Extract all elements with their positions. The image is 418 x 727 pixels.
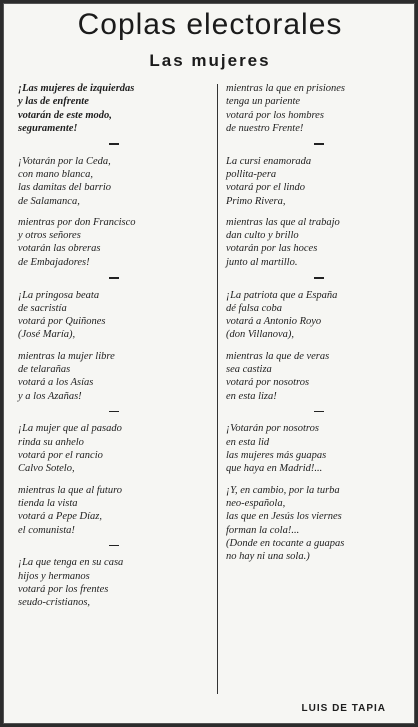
stanza-separator	[314, 277, 324, 279]
poem-line: de telarañas	[18, 364, 71, 376]
poem-line: votará por el lindo	[226, 182, 306, 194]
poem-line: que haya en Madrid!...	[226, 463, 323, 475]
poem-line: ¡La patriota que a España	[226, 289, 338, 301]
poem-title: Coplas electorales	[77, 8, 343, 41]
poem-line: mientras la que de veras	[226, 350, 330, 362]
poem-stanza	[18, 556, 210, 609]
poem-stanza	[18, 422, 210, 475]
poem-line: ¡La que tenga en su casa	[18, 557, 124, 569]
poem-line: ¡Las mujeres de izquierdas	[18, 83, 135, 94]
stanza-separator	[109, 143, 119, 145]
poem-line: La cursi enamorada	[226, 155, 312, 167]
poem-line: mientras la que en prisiones	[226, 83, 345, 94]
poem-line: en esta liza!	[226, 390, 277, 402]
poem-line: dé falsa coba	[226, 302, 282, 314]
poem-line: las que en Jesús los viernes	[226, 511, 342, 523]
poem-line: ¡La pringosa beata	[18, 289, 100, 301]
poem-line: Calvo Sotelo,	[18, 463, 75, 475]
poem-line: en esta lid	[226, 436, 270, 448]
poem-line: y a los Azañas!	[18, 390, 82, 402]
poem-line: (José María),	[18, 329, 76, 341]
poem-line: votará por los frentes	[18, 583, 109, 595]
column-divider	[217, 84, 218, 694]
poem-line: votará a Antonio Royo	[226, 316, 322, 328]
poem-line: sea castiza	[226, 364, 272, 376]
poem-line: forman la cola!...	[226, 524, 300, 536]
poem-line: seudo-cristianos,	[18, 597, 91, 609]
poem-line: tienda la vista	[18, 497, 78, 509]
poem-line: hijos y hermanos	[18, 570, 90, 582]
poem-line: neo-española,	[226, 497, 286, 509]
poem-line: ¡Y, en cambio, por la turba	[226, 484, 340, 496]
poem-line: no hay ni una sola.)	[226, 551, 310, 563]
poem-line: rinda su anhelo	[18, 436, 84, 448]
poem-line: de Salamanca,	[18, 195, 80, 207]
poem-line: ¡La mujer que al pasado	[18, 423, 122, 435]
poem-stanza	[226, 155, 412, 208]
poem-line: de Embajadores!	[18, 256, 90, 268]
poem-stanza	[226, 484, 412, 564]
newspaper-clipping	[3, 3, 415, 724]
poem-line: con mano blanca,	[18, 168, 93, 180]
poem-line: ¡Votarán por nosotros	[226, 423, 319, 435]
poem-line: mientras la que al futuro	[18, 484, 123, 496]
poem-stanza	[226, 350, 412, 403]
stanza-separator	[314, 411, 324, 413]
poem-line: de sacristía	[18, 302, 67, 314]
poem-line: de nuestro Frente!	[226, 122, 304, 134]
poem-line: votará por Quiñones	[18, 316, 106, 328]
poem-stanza	[226, 216, 412, 269]
poem-stanza	[18, 216, 210, 269]
poem-line: votará a Pepe Díaz,	[18, 511, 102, 523]
poem-line: seguramente!	[18, 122, 78, 134]
poem-subtitle: Las mujeres	[149, 51, 271, 70]
poem-line: votarán de este modo,	[18, 109, 112, 121]
poem-stanza	[18, 484, 210, 537]
stanza-separator	[314, 143, 324, 145]
poem-line: mientras por don Francisco	[18, 216, 136, 228]
poem-line: junto al martillo.	[226, 256, 298, 268]
poem-stanza	[226, 289, 412, 342]
poem-line: votará por el rancio	[18, 450, 103, 462]
poem-line: votarán las obreras	[18, 243, 101, 255]
right-column	[226, 82, 412, 571]
poem-stanza	[18, 82, 210, 135]
poem-stanza	[226, 422, 412, 475]
poem-stanza	[18, 155, 210, 208]
poem-line: (don Villanova),	[226, 329, 295, 341]
left-column	[18, 82, 210, 618]
poem-stanza	[18, 350, 210, 403]
poem-stanza	[18, 289, 210, 342]
poem-line: Primo Rivera,	[226, 195, 286, 207]
stanza-separator	[109, 411, 119, 413]
stanza-separator	[109, 277, 119, 279]
poem-line: votará por nosotros	[226, 377, 310, 389]
author-signature: LUIS DE TAPIA	[301, 703, 386, 714]
poem-line: votará a los Asías	[18, 377, 94, 389]
poem-line: mientras la mujer libre	[18, 350, 115, 362]
poem-line: y otros señores	[18, 230, 81, 242]
poem-line: tenga un pariente	[226, 96, 301, 108]
poem-line: dan culto y brillo	[226, 230, 299, 242]
poem-stanza	[226, 82, 412, 135]
poem-line: y las de enfrente	[18, 96, 89, 108]
poem-line: pollita-pera	[226, 168, 277, 180]
stanza-separator	[109, 545, 119, 547]
poem-line: (Donde en tocante a guapas	[226, 537, 345, 549]
poem-line: las mujeres más guapas	[226, 450, 327, 462]
poem-line: mientras las que al trabajo	[226, 216, 340, 228]
poem-line: las damitas del barrio	[18, 182, 112, 194]
poem-line: votarán por las hoces	[226, 243, 318, 255]
poem-line: ¡Votarán por la Ceda,	[18, 155, 111, 167]
poem-line: el comunista!	[18, 524, 75, 536]
poem-line: votará por los hombres	[226, 109, 324, 121]
